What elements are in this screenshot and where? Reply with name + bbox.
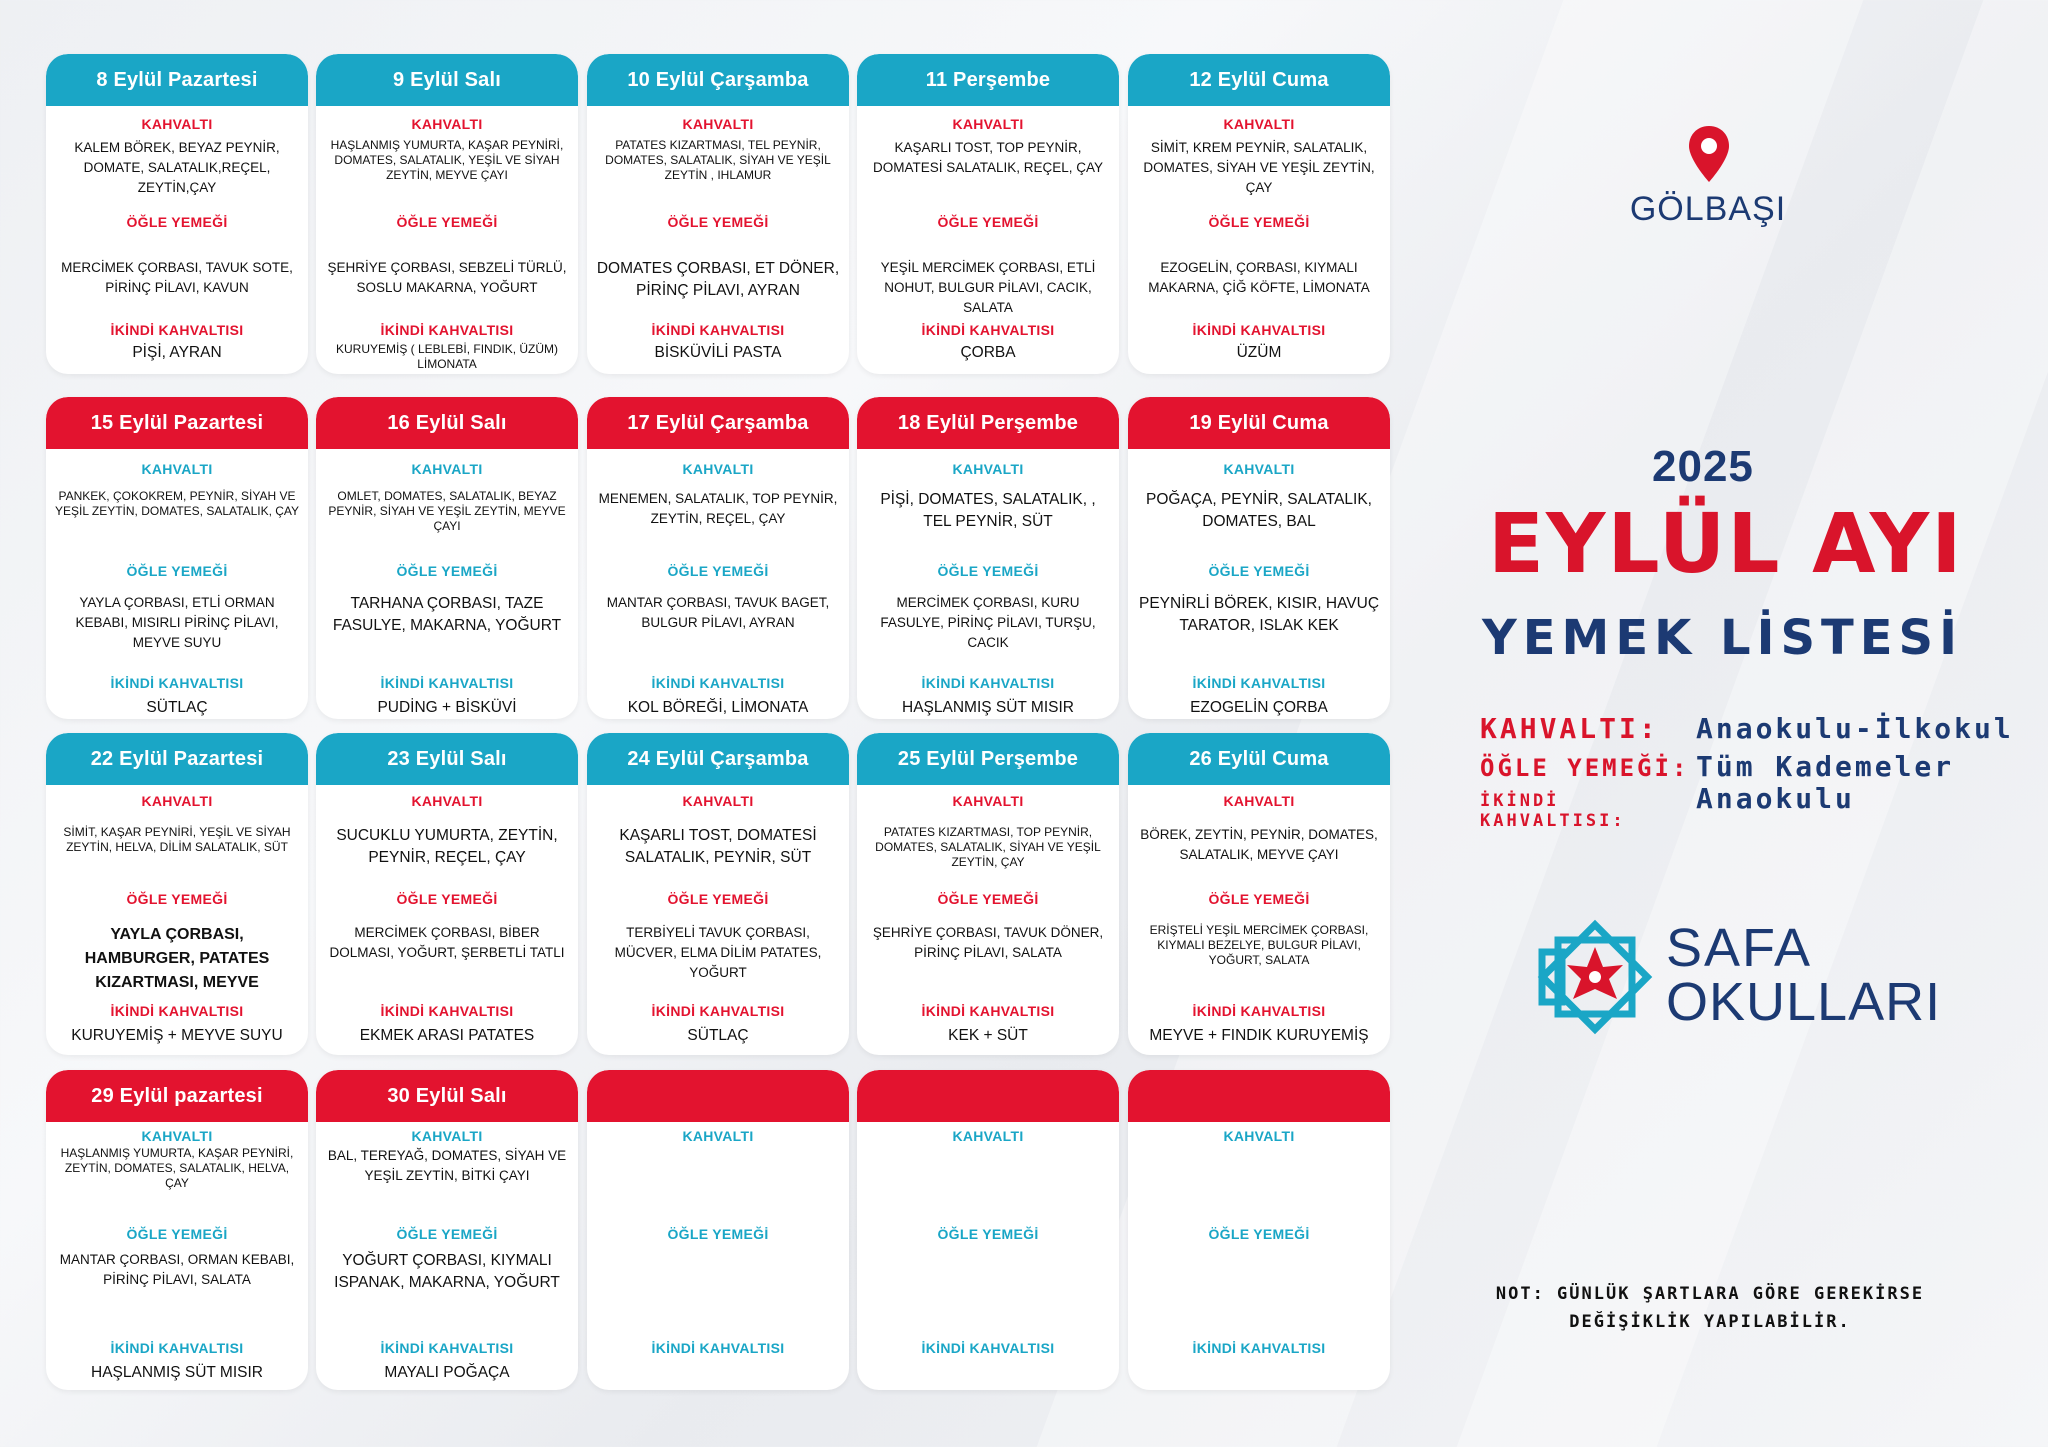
lunch-text: YEŞİL MERCİMEK ÇORBASI, ETLİ NOHUT, BULGUR PİLAVI, CACIK, SALATA	[880, 260, 1096, 315]
breakfast-label: KAHVALTI	[141, 116, 213, 132]
snack-text: SÜTLAÇ	[687, 1027, 749, 1044]
day-header: 19 Eylül Cuma	[1128, 397, 1390, 449]
map-pin-icon	[1686, 124, 1732, 184]
legend-row-snack	[1480, 782, 1855, 831]
location-name: GÖLBAŞI	[1629, 190, 1787, 228]
day-card	[46, 397, 308, 719]
lunch-label: ÖĞLE YEMEĞİ	[126, 1226, 228, 1242]
breakfast-text: HAŞLANMIŞ YUMURTA, KAŞAR PEYNİRİ, DOMATES, SALATALIK, YEŞİL VE SİYAH ZEYTİN, MEYVE ÇAYI	[330, 138, 564, 182]
legend-key: ÖĞLE YEMEĞİ:	[1480, 754, 1690, 782]
breakfast-label: KAHVALTI	[1223, 461, 1295, 477]
lunch-label: ÖĞLE YEMEĞİ	[1208, 214, 1310, 230]
day-header: 15 Eylül Pazartesi	[46, 397, 308, 449]
snack-text: EZOGELİN ÇORBA	[1190, 699, 1328, 716]
lunch-text: DOMATES ÇORBASI, ET DÖNER, PİRİNÇ PİLAVI, AYRAN	[596, 260, 840, 299]
lunch-text: EZOGELİN, ÇORBASI, KIYMALI MAKARNA, ÇİĞ KÖFTE, LİMONATA	[1148, 260, 1370, 295]
lunch-label: ÖĞLE YEMEĞİ	[937, 563, 1039, 579]
breakfast-text: SİMİT, KREM PEYNİR, SALATALIK, DOMATES, SİYAH VE YEŞİL ZEYTİN, ÇAY	[1143, 140, 1375, 195]
legend-key: KAHVALTI:	[1480, 712, 1659, 745]
lunch-label: ÖĞLE YEMEĞİ	[937, 214, 1039, 230]
lunch-label: ÖĞLE YEMEĞİ	[1208, 1226, 1310, 1242]
snack-label: İKİNDİ KAHVALTISI	[1192, 1003, 1326, 1019]
breakfast-text: PANKEK, ÇOKOKREM, PEYNİR, SİYAH VE YEŞİL ZEYTİN, DOMATES, SALATALIK, ÇAY	[54, 489, 300, 518]
breakfast-label: KAHVALTI	[682, 1128, 754, 1144]
snack-label: İKİNDİ KAHVALTISI	[921, 1003, 1055, 1019]
note-text: NOT: GÜNLÜK ŞARTLARA GÖRE GEREKİRSE DEĞİŞİKLİK YAPILABİLİR.	[1495, 1284, 1925, 1332]
breakfast-text: KALEM BÖREK, BEYAZ PEYNİR, DOMATE, SALATALIK,REÇEL, ZEYTİN,ÇAY	[74, 140, 280, 195]
lunch-text: MANTAR ÇORBASI, TAVUK BAGET, BULGUR PİLAVI, AYRAN	[606, 595, 830, 630]
day-card	[857, 733, 1119, 1055]
lunch-label: ÖĞLE YEMEĞİ	[1208, 563, 1310, 579]
title-year: 2025	[1652, 442, 1754, 491]
breakfast-label: KAHVALTI	[952, 793, 1024, 809]
breakfast-text: HAŞLANMIŞ YUMURTA, KAŞAR PEYNİRİ, ZEYTİN, DOMATES, SALATALIK, HELVA, ÇAY	[60, 1146, 294, 1190]
day-header: 8 Eylül Pazartesi	[46, 54, 308, 106]
breakfast-text: POĞAÇA, PEYNİR, SALATALIK, DOMATES, BAL	[1146, 491, 1372, 530]
lunch-label: ÖĞLE YEMEĞİ	[396, 563, 498, 579]
breakfast-text: PATATES KIZARTMASI, TOP PEYNİR, DOMATES, SALATALIK, SİYAH VE YEŞİL ZEYTİN, ÇAY	[875, 825, 1101, 869]
lunch-text: ŞEHRİYE ÇORBASI, SEBZELİ TÜRLÜ, SOSLU MAKARNA, YOĞURT	[327, 260, 567, 295]
lunch-label: ÖĞLE YEMEĞİ	[667, 1226, 769, 1242]
breakfast-label: KAHVALTI	[1223, 116, 1295, 132]
snack-label: İKİNDİ KAHVALTISI	[1192, 322, 1326, 338]
snack-label: İKİNDİ KAHVALTISI	[380, 1340, 514, 1356]
breakfast-text: BÖREK, ZEYTİN, PEYNİR, DOMATES, SALATALIK, MEYVE ÇAYI	[1140, 827, 1378, 862]
day-card	[1128, 733, 1390, 1055]
legend-value: Tüm Kademeler	[1696, 750, 1955, 783]
snack-text: SÜTLAÇ	[146, 699, 208, 716]
day-card	[316, 733, 578, 1055]
breakfast-text: PİŞİ, DOMATES, SALATALIK, , TEL PEYNİR, SÜT	[880, 491, 1096, 530]
day-header: 11 Perşembe	[857, 54, 1119, 106]
lunch-label: ÖĞLE YEMEĞİ	[1208, 891, 1310, 907]
snack-label: İKİNDİ KAHVALTISI	[921, 1340, 1055, 1356]
day-card	[46, 1070, 308, 1390]
day-header: 12 Eylül Cuma	[1128, 54, 1390, 106]
breakfast-label: KAHVALTI	[682, 116, 754, 132]
snack-label: İKİNDİ KAHVALTISI	[921, 322, 1055, 338]
snack-text: PUDİNG + BİSKÜVİ	[377, 699, 517, 716]
breakfast-text: KAŞARLI TOST, DOMATESİ SALATALIK, PEYNİR, SÜT	[619, 827, 817, 866]
breakfast-text: SUCUKLU YUMURTA, ZEYTİN, PEYNİR, REÇEL, ÇAY	[336, 827, 558, 866]
snack-label: İKİNDİ KAHVALTISI	[380, 675, 514, 691]
day-card	[316, 54, 578, 374]
snack-label: İKİNDİ KAHVALTISI	[651, 675, 785, 691]
legend-value: Anaokulu	[1696, 782, 1855, 815]
lunch-label: ÖĞLE YEMEĞİ	[937, 891, 1039, 907]
snack-label: İKİNDİ KAHVALTISI	[651, 322, 785, 338]
snack-label: İKİNDİ KAHVALTISI	[110, 675, 244, 691]
snack-label: İKİNDİ KAHVALTISI	[921, 675, 1055, 691]
lunch-text: YOĞURT ÇORBASI, KIYMALI ISPANAK, MAKARNA, YOĞURT	[334, 1252, 560, 1291]
lunch-label: ÖĞLE YEMEĞİ	[667, 214, 769, 230]
day-card	[316, 1070, 578, 1390]
snack-text: KOL BÖREĞİ, LİMONATA	[627, 699, 809, 716]
snack-label: İKİNDİ KAHVALTISI	[110, 1003, 244, 1019]
day-header: 10 Eylül Çarşamba	[587, 54, 849, 106]
snack-label: İKİNDİ KAHVALTISI	[380, 322, 514, 338]
logo-line1: SAFA	[1666, 918, 1813, 978]
day-header: 25 Eylül Perşembe	[857, 733, 1119, 785]
breakfast-text: KAŞARLI TOST, TOP PEYNİR, DOMATESİ SALATALIK, REÇEL, ÇAY	[872, 140, 1104, 175]
snack-label: İKİNDİ KAHVALTISI	[110, 322, 244, 338]
lunch-text: MERCİMEK ÇORBASI, TAVUK SOTE, PİRİNÇ PİLAVI, KAVUN	[61, 260, 293, 295]
legend-value: Anaokulu-İlkokul	[1696, 712, 2014, 745]
breakfast-text: SİMİT, KAŞAR PEYNİRİ, YEŞİL VE SİYAH ZEYTİN, HELVA, DİLİM SALATALIK, SÜT	[63, 825, 291, 854]
day-card	[587, 397, 849, 719]
snack-label: İKİNDİ KAHVALTISI	[1192, 1340, 1326, 1356]
lunch-text: TARHANA ÇORBASI, TAZE FASULYE, MAKARNA, YOĞURT	[332, 595, 562, 634]
day-header: 9 Eylül Salı	[316, 54, 578, 106]
breakfast-text: MENEMEN, SALATALIK, TOP PEYNİR, ZEYTİN, REÇEL, ÇAY	[598, 491, 838, 526]
day-header	[1128, 1070, 1390, 1122]
lunch-label: ÖĞLE YEMEĞİ	[667, 891, 769, 907]
snack-text: HAŞLANMIŞ SÜT MISIR	[902, 699, 1074, 716]
day-header: 24 Eylül Çarşamba	[587, 733, 849, 785]
legend-row-lunch	[1480, 750, 1954, 783]
lunch-text: MERCİMEK ÇORBASI, BİBER DOLMASI, YOĞURT, ŞERBETLİ TATLI	[329, 925, 565, 960]
day-header: 22 Eylül Pazartesi	[46, 733, 308, 785]
lunch-label: ÖĞLE YEMEĞİ	[126, 214, 228, 230]
breakfast-label: KAHVALTI	[952, 116, 1024, 132]
snack-text: KURUYEMİŞ ( LEBLEBİ, FINDIK, ÜZÜM) LİMONATA	[335, 342, 559, 371]
day-card	[587, 733, 849, 1055]
breakfast-label: KAHVALTI	[141, 793, 213, 809]
star-logo-icon	[1530, 912, 1660, 1042]
breakfast-label: KAHVALTI	[682, 793, 754, 809]
day-card	[1128, 54, 1390, 374]
lunch-text: PEYNİRLİ BÖREK, KISIR, HAVUÇ TARATOR, ISLAK KEK	[1138, 595, 1380, 634]
day-card	[857, 1070, 1119, 1390]
lunch-label: ÖĞLE YEMEĞİ	[396, 214, 498, 230]
day-header: 16 Eylül Salı	[316, 397, 578, 449]
breakfast-label: KAHVALTI	[411, 461, 483, 477]
day-header: 29 Eylül pazartesi	[46, 1070, 308, 1122]
day-card	[46, 733, 308, 1055]
snack-text: BİSKÜVİLİ PASTA	[654, 344, 782, 361]
title-month: EYLÜL AYI	[1488, 497, 1964, 592]
snack-text: PİŞİ, AYRAN	[132, 344, 222, 361]
lunch-label: ÖĞLE YEMEĞİ	[396, 891, 498, 907]
lunch-label: ÖĞLE YEMEĞİ	[396, 1226, 498, 1242]
day-card	[46, 54, 308, 374]
snack-text: KEK + SÜT	[948, 1027, 1028, 1044]
day-header	[857, 1070, 1119, 1122]
lunch-label: ÖĞLE YEMEĞİ	[667, 563, 769, 579]
breakfast-label: KAHVALTI	[952, 461, 1024, 477]
snack-text: MAYALI POĞAÇA	[384, 1364, 510, 1381]
breakfast-text: BAL, TEREYAĞ, DOMATES, SİYAH VE YEŞİL ZEYTİN, BİTKİ ÇAYI	[327, 1148, 567, 1183]
location-marker	[1686, 124, 1732, 184]
day-card	[587, 1070, 849, 1390]
snack-label: İKİNDİ KAHVALTISI	[651, 1340, 785, 1356]
logo-line2: OKULLARI	[1666, 972, 1942, 1032]
breakfast-label: KAHVALTI	[141, 461, 213, 477]
day-card	[1128, 397, 1390, 719]
lunch-text: YAYLA ÇORBASI, ETLİ ORMAN KEBABI, MISIRLI PİRİNÇ PİLAVI, MEYVE SUYU	[75, 595, 279, 650]
legend-row-breakfast	[1480, 712, 2014, 745]
breakfast-label: KAHVALTI	[952, 1128, 1024, 1144]
breakfast-label: KAHVALTI	[411, 1128, 483, 1144]
legend-key: İKİNDİ KAHVALTISI:	[1480, 791, 1626, 831]
snack-text: KURUYEMİŞ + MEYVE SUYU	[71, 1027, 283, 1044]
safa-logo	[1530, 912, 1970, 1042]
snack-text: HAŞLANMIŞ SÜT MISIR	[91, 1364, 263, 1381]
day-card	[1128, 1070, 1390, 1390]
day-header: 18 Eylül Perşembe	[857, 397, 1119, 449]
breakfast-label: KAHVALTI	[411, 116, 483, 132]
day-header: 17 Eylül Çarşamba	[587, 397, 849, 449]
day-header	[587, 1070, 849, 1122]
day-card	[587, 54, 849, 374]
day-card	[857, 397, 1119, 719]
day-header: 26 Eylül Cuma	[1128, 733, 1390, 785]
snack-text: MEYVE + FINDIK KURUYEMİŞ	[1149, 1027, 1369, 1044]
snack-label: İKİNDİ KAHVALTISI	[110, 1340, 244, 1356]
snack-text: ÜZÜM	[1236, 344, 1282, 361]
lunch-label: ÖĞLE YEMEĞİ	[937, 1226, 1039, 1242]
day-header: 30 Eylül Salı	[316, 1070, 578, 1122]
breakfast-text: PATATES KIZARTMASI, TEL PEYNİR, DOMATES, SALATALIK, SİYAH VE YEŞİL ZEYTİN , IHLAMUR	[605, 138, 831, 182]
snack-label: İKİNDİ KAHVALTISI	[380, 1003, 514, 1019]
lunch-label: ÖĞLE YEMEĞİ	[126, 891, 228, 907]
lunch-text: ERİŞTELİ YEŞİL MERCİMEK ÇORBASI, KIYMALI BEZELYE, BULGUR PİLAVI, YOĞURT, SALATA	[1149, 923, 1369, 967]
breakfast-label: KAHVALTI	[682, 461, 754, 477]
snack-label: İKİNDİ KAHVALTISI	[651, 1003, 785, 1019]
lunch-text: ŞEHRİYE ÇORBASI, TAVUK DÖNER, PİRİNÇ PİLAVI, SALATA	[872, 925, 1104, 960]
snack-text: EKMEK ARASI PATATES	[359, 1027, 535, 1044]
day-header: 23 Eylül Salı	[316, 733, 578, 785]
title-subtitle: YEMEK LİSTESİ	[1482, 610, 1963, 666]
lunch-text: MERCİMEK ÇORBASI, KURU FASULYE, PİRİNÇ PİLAVI, TURŞU, CACIK	[880, 595, 1096, 650]
breakfast-text: OMLET, DOMATES, SALATALIK, BEYAZ PEYNİR, SİYAH VE YEŞİL ZEYTİN, MEYVE ÇAYI	[328, 489, 566, 533]
lunch-text: MANTAR ÇORBASI, ORMAN KEBABI, PİRİNÇ PİLAVI, SALATA	[59, 1252, 295, 1287]
day-card	[857, 54, 1119, 374]
snack-label: İKİNDİ KAHVALTISI	[1192, 675, 1326, 691]
snack-text: ÇORBA	[960, 344, 1016, 361]
day-card	[316, 397, 578, 719]
lunch-label: ÖĞLE YEMEĞİ	[126, 563, 228, 579]
lunch-text: YAYLA ÇORBASI, HAMBURGER, PATATES KIZARTMASI, MEYVE	[84, 926, 270, 991]
lunch-text: TERBİYELİ TAVUK ÇORBASI, MÜCVER, ELMA DİLİM PATATES, YOĞURT	[614, 925, 822, 980]
breakfast-label: KAHVALTI	[1223, 1128, 1295, 1144]
breakfast-label: KAHVALTI	[1223, 793, 1295, 809]
breakfast-label: KAHVALTI	[411, 793, 483, 809]
breakfast-label: KAHVALTI	[141, 1128, 213, 1144]
